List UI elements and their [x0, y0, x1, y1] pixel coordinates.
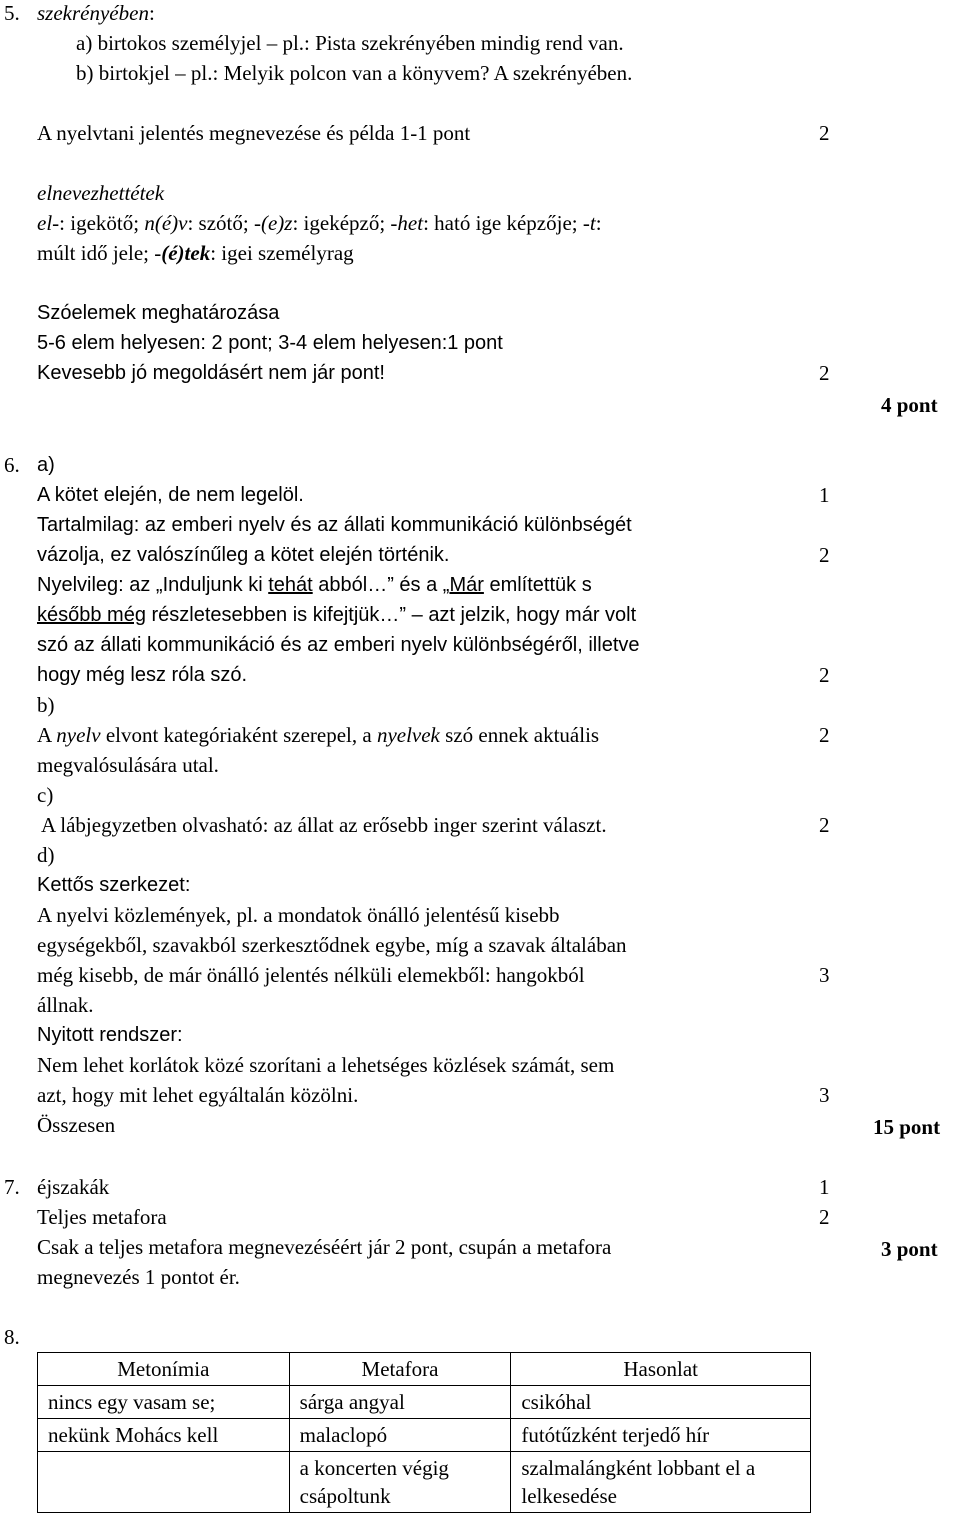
q6-d-line2: egységekből, szavakból szerkesztődnek egybe, míg a szavak általában — [37, 933, 627, 957]
q7-line1-points: 1 — [819, 1175, 830, 1199]
table-row — [38, 1452, 811, 1513]
q7-line2-points: 2 — [819, 1205, 830, 1229]
q6-c-line1: A lábjegyzetben olvasható: az állat az erősebb inger szerint választ. — [41, 813, 607, 837]
q5-szoelemek-points: 2 — [819, 361, 830, 385]
q6-a-line2: Tartalmilag: az emberi nyelv és az állati kommunikáció különbségét — [37, 514, 632, 536]
q6-c-points: 2 — [819, 813, 830, 837]
q6-d-line3: még kisebb, de már önálló jelentés nélküli elemekből: hangokból — [37, 963, 585, 987]
q6-a-line7-points: 2 — [819, 663, 830, 687]
q6-b-points: 2 — [819, 723, 830, 747]
table-header-cell: Metafora — [289, 1353, 511, 1386]
q6-a-line1: A kötet elején, de nem legelöl. — [37, 484, 304, 506]
table-cell: nincs egy vasam se; — [38, 1386, 290, 1419]
table-header-row — [38, 1353, 811, 1386]
table-cell — [38, 1452, 290, 1513]
q6-b-line2: megvalósulására utal. — [37, 753, 219, 777]
q5-word: elnevezhettétek — [37, 181, 165, 205]
q6-d-title1: Kettős szerkezet: — [37, 874, 191, 896]
q6-d-line6: azt, hogy mit lehet egyáltalán közölni. — [37, 1083, 359, 1107]
q6-a-line6: szó az állati kommunikáció és az emberi nyelv különbségéről, illetve — [37, 634, 640, 656]
q6-d-line5: Nem lehet korlátok közé szorítani a lehetséges közlések számát, sem — [37, 1053, 615, 1077]
q7-line2: Teljes metafora — [37, 1205, 167, 1229]
q8-number: 8. — [4, 1325, 20, 1349]
table-cell: futótűzként terjedő hír — [511, 1419, 811, 1452]
q6-b-label: b) — [37, 693, 55, 717]
q5-meaning-text: A nyelvtani jelentés megnevezése és példa 1-1 pont — [37, 121, 471, 145]
q6-a-line3-points: 2 — [819, 543, 830, 567]
q5-total: 4 pont — [881, 393, 938, 417]
q6-a-line5: később még részletesebben is kifejtjük…” – azt jelzik, hogy már volt — [37, 604, 637, 626]
q6-a-label: a) — [37, 454, 55, 476]
q6-a-line1-points: 1 — [819, 483, 830, 507]
q6-d-line3-points: 3 — [819, 963, 830, 987]
q5-number: 5. — [4, 1, 20, 25]
q5-szoelemek-note: Kevesebb jó megoldásért nem jár pont! — [37, 362, 385, 384]
table-cell: malaclopó — [289, 1419, 511, 1452]
q5-item-a: a) birtokos személyjel – pl.: Pista szekrényében mindig rend van. — [76, 31, 624, 55]
q5-morphemes-line1: el-: igekötő; n(é)v: szótő; -(e)z: igeképző; -het: ható ige képzője; -t: — [37, 211, 602, 235]
table-cell: nekünk Mohács kell — [38, 1419, 290, 1452]
q5-szoelemek-rule: 5-6 elem helyesen: 2 pont; 3-4 elem helyesen:1 pont — [37, 332, 503, 354]
q6-d-title2: Nyitott rendszer: — [37, 1024, 183, 1046]
q6-a-line4: Nyelvileg: az „Induljunk ki tehát abból…” és a „Már említettük s — [37, 574, 592, 596]
q5-term: szekrényében — [37, 1, 149, 25]
q6-a-line3: vázolja, ez valószínűleg a kötet elején történik. — [37, 544, 450, 566]
table-cell: csikóhal — [511, 1386, 811, 1419]
q7-line3: Csak a teljes metafora megnevezéséért jár 2 pont, csupán a metafora — [37, 1235, 612, 1259]
table-cell: a koncerten végig csápoltunk — [289, 1452, 511, 1513]
q6-total: 15 pont — [873, 1115, 941, 1139]
q5-term-line: szekrényében: — [37, 1, 155, 25]
figures-of-speech-table — [37, 1352, 811, 1513]
q6-d-line4: állnak. — [37, 993, 94, 1017]
q6-number: 6. — [4, 453, 20, 477]
q6-osszesen: Összesen — [37, 1113, 116, 1137]
q6-d-label: d) — [37, 843, 55, 867]
q5-item-b: b) birtokjel – pl.: Melyik polcon van a könyvem? A szekrényében. — [76, 61, 633, 85]
table-row — [38, 1386, 811, 1419]
q6-c-label: c) — [37, 783, 54, 807]
q6-a-line7: hogy még lesz róla szó. — [37, 664, 248, 686]
q6-d-line1: A nyelvi közlemények, pl. a mondatok önálló jelentésű kisebb — [37, 903, 560, 927]
table-header-cell: Hasonlat — [511, 1353, 811, 1386]
table-cell: szalmalángként lobbant el a lelkesedése — [511, 1452, 811, 1513]
q7-line1: éjszakák — [37, 1175, 110, 1199]
table-cell: sárga angyal — [289, 1386, 511, 1419]
q7-line4: megnevezés 1 pontot ér. — [37, 1265, 240, 1289]
table-row — [38, 1419, 811, 1452]
q5-meaning-points: 2 — [819, 121, 830, 145]
q6-b-line1: A nyelv elvont kategóriaként szerepel, a nyelvek szó ennek aktuális — [37, 723, 600, 747]
q6-d-line6-points: 3 — [819, 1083, 830, 1107]
q7-total: 3 pont — [881, 1237, 938, 1261]
q5-morphemes-line2: múlt idő jele; -(é)tek: igei személyrag — [37, 241, 354, 265]
q7-number: 7. — [4, 1175, 20, 1199]
q5-szoelemek-title: Szóelemek meghatározása — [37, 302, 280, 324]
table-header-cell: Metonímia — [38, 1353, 290, 1386]
